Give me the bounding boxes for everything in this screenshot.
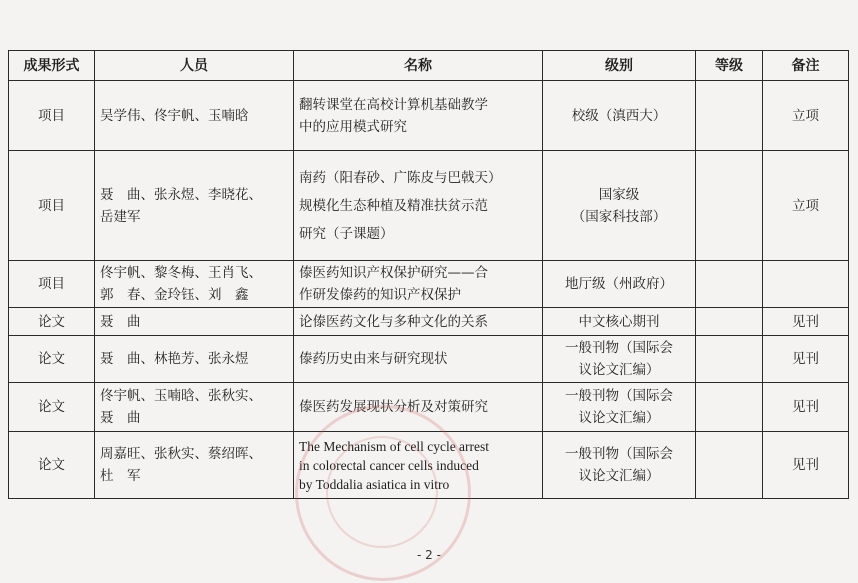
cell-grade [696, 151, 763, 261]
header-grade: 等级 [696, 51, 763, 81]
cell-level: 国家级 （国家科技部） [543, 151, 696, 261]
table-row [9, 336, 849, 383]
cell-level: 校级（滇西大） [543, 81, 696, 151]
cell-name: 翻转课堂在高校计算机基础教学 中的应用模式研究 [294, 81, 543, 151]
header-note: 备注 [763, 51, 849, 81]
cell-name: 傣医药知识产权保护研究——合 作研发傣药的知识产权保护 [294, 261, 543, 308]
cell-name: 论傣医药文化与多种文化的关系 [294, 308, 543, 336]
cell-type: 论文 [9, 336, 95, 383]
cell-level: 中文核心期刊 [543, 308, 696, 336]
cell-type: 项目 [9, 81, 95, 151]
cell-people: 吴学伟、佟宇帆、玉喃晗 [95, 81, 294, 151]
cell-people: 周嘉旺、张秋实、蔡绍晖、 杜 军 [95, 432, 294, 499]
cell-grade [696, 261, 763, 308]
table-row [9, 151, 849, 261]
cell-type: 论文 [9, 383, 95, 432]
results-table [8, 50, 849, 499]
header-type: 成果形式 [9, 51, 95, 81]
cell-level: 一般刊物（国际会 议论文汇编） [543, 432, 696, 499]
table-header-row [9, 51, 849, 81]
cell-level: 一般刊物（国际会 议论文汇编） [543, 336, 696, 383]
cell-note: 见刊 [763, 383, 849, 432]
cell-grade [696, 383, 763, 432]
cell-note: 见刊 [763, 308, 849, 336]
table-row [9, 261, 849, 308]
cell-people: 佟宇帆、玉喃晗、张秋实、 聂 曲 [95, 383, 294, 432]
header-level: 级别 [543, 51, 696, 81]
cell-note: 立项 [763, 81, 849, 151]
table-row [9, 308, 849, 336]
cell-people: 聂 曲、林艳芳、张永煜 [95, 336, 294, 383]
cell-name: The Mechanism of cell cycle arrest in colorectal cancer cells induced by Toddalia asiatica in vitro [294, 432, 543, 499]
cell-grade [696, 336, 763, 383]
cell-grade [696, 432, 763, 499]
cell-people: 聂 曲 [95, 308, 294, 336]
cell-type: 项目 [9, 261, 95, 308]
cell-type: 论文 [9, 308, 95, 336]
cell-note: 见刊 [763, 432, 849, 499]
cell-name: 傣医药发展现状分析及对策研究 [294, 383, 543, 432]
table-row [9, 81, 849, 151]
cell-people: 佟宇帆、黎冬梅、王肖飞、 郭 春、金玲钰、刘 鑫 [95, 261, 294, 308]
cell-name: 南药（阳春砂、广陈皮与巴戟天） 规模化生态种植及精准扶贫示范 研究（子课题） [294, 151, 543, 261]
cell-type: 项目 [9, 151, 95, 261]
page-number: - 2 - [417, 548, 441, 562]
cell-name: 傣药历史由来与研究现状 [294, 336, 543, 383]
table-row [9, 432, 849, 499]
cell-level: 地厅级（州政府） [543, 261, 696, 308]
cell-people: 聂 曲、张永煜、李晓花、 岳建军 [95, 151, 294, 261]
cell-note: 立项 [763, 151, 849, 261]
cell-note: 见刊 [763, 336, 849, 383]
cell-grade [696, 308, 763, 336]
cell-level: 一般刊物（国际会 议论文汇编） [543, 383, 696, 432]
cell-type: 论文 [9, 432, 95, 499]
cell-grade [696, 81, 763, 151]
table-row [9, 383, 849, 432]
cell-note [763, 261, 849, 308]
header-name: 名称 [294, 51, 543, 81]
header-people: 人员 [95, 51, 294, 81]
